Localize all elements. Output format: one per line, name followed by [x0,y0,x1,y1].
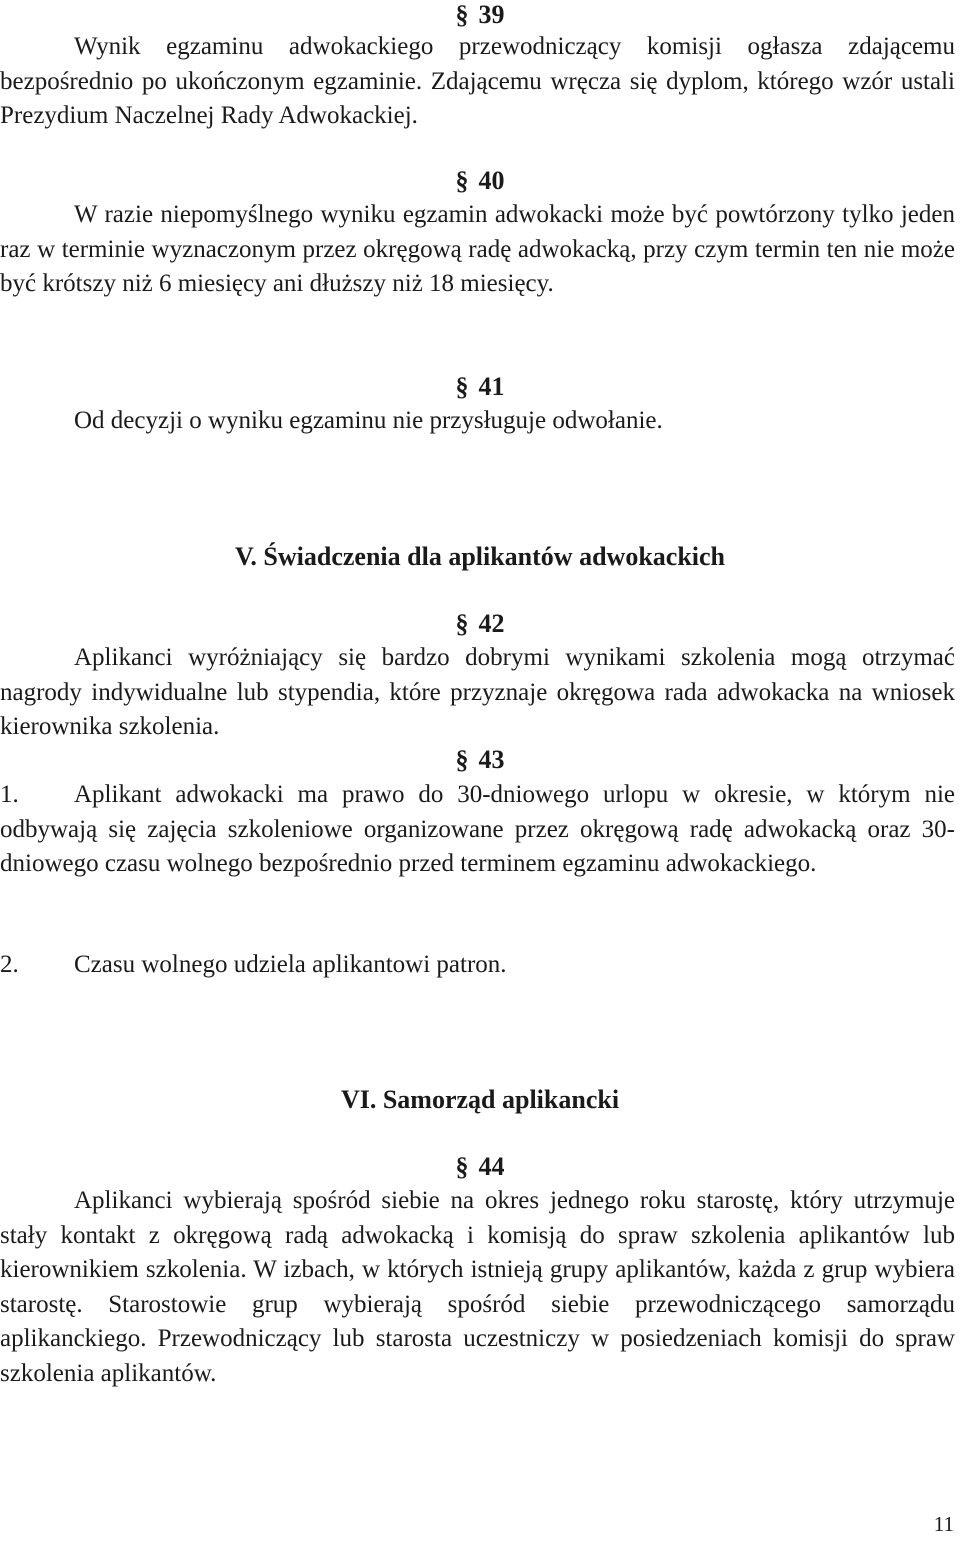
section-44-text: Aplikanci wybierają spośród siebie na okres jednego roku starostę, który utrzymuje stały kontakt z okręgową radą adwokacką i komisją do spraw szkolenia aplikantów lub kierownikiem szkolenia. W izbach, w których istnieją grupy aplikantów, każda z grup wybiera starostę. Starostowie grup wybierają spośród siebie przewodniczącego samorządu aplikanckiego. Przewodniczący lub starosta uczestniczy w posiedzeniach komisji do spraw szkolenia aplikantów. [0,1187,955,1387]
section-number: 40 [478,166,505,195]
chapter-vi-heading: VI. Samorząd aplikancki [340,1085,620,1114]
item-text: Aplikant adwokacki ma prawo do 30-dniowego urlopu w okresie, w którym nie odbywają się zajęcia szkoleniowe organizowane przez okręgową radę adwokacką oraz 30-dniowego czasu wolnego bezpośrednio przed terminem egzaminu adwokackiego. [0,781,955,877]
section-heading-41 [0,372,960,402]
item-number: 1. [0,781,19,808]
section-41-text: Od decyzji o wyniku egzaminu nie przysługuje odwołanie. [74,407,663,434]
section-heading-39 [0,0,960,30]
section-number: 43 [478,745,505,774]
section-symbol: § [455,609,469,638]
section-number: 39 [478,0,505,29]
section-42-text: Aplikanci wyróżniający się bardzo dobrymi wynikami szkolenia mogą otrzymać nagrody indywidualne lub stypendia, które przyznaje okręgowa rada adwokacka na wniosek kierownika szkolenia. [0,644,955,740]
section-number: 44 [478,1152,505,1181]
section-symbol: § [455,745,469,774]
chapter-v-heading: V. Świadczenia dla aplikantów adwokackich [234,542,725,571]
section-heading-44 [0,1152,960,1182]
page-number: 11 [933,1512,954,1536]
section-40-text: W razie niepomyślnego wyniku egzamin adwokacki może być powtórzony tylko jeden raz w terminie wyznaczonym przez okręgową radę adwokacką, przy czym termin ten nie może być krótszy niż 6 miesięcy ani dłuższy niż 18 miesięcy. [0,201,955,297]
section-symbol: § [455,166,469,195]
section-heading-42 [0,609,960,639]
section-43-item-2 [0,948,955,983]
section-symbol: § [455,1152,469,1181]
section-number: 41 [478,372,505,401]
item-number: 2. [0,951,19,978]
section-symbol: § [455,372,469,401]
section-heading-40 [0,166,960,196]
section-number: 42 [478,609,505,638]
section-43-item-1 [0,778,955,882]
item-text: Czasu wolnego udziela aplikantowi patron. [74,951,507,978]
section-39-text: Wynik egzaminu adwokackiego przewodniczący komisji ogłasza zdającemu bezpośrednio po ukończonym egzaminie. Zdającemu wręcza się dyplom, którego wzór ustali Prezydium Naczelnej Rady Adwokackiej. [0,33,955,129]
section-heading-43 [0,745,960,775]
section-symbol: § [455,0,469,29]
